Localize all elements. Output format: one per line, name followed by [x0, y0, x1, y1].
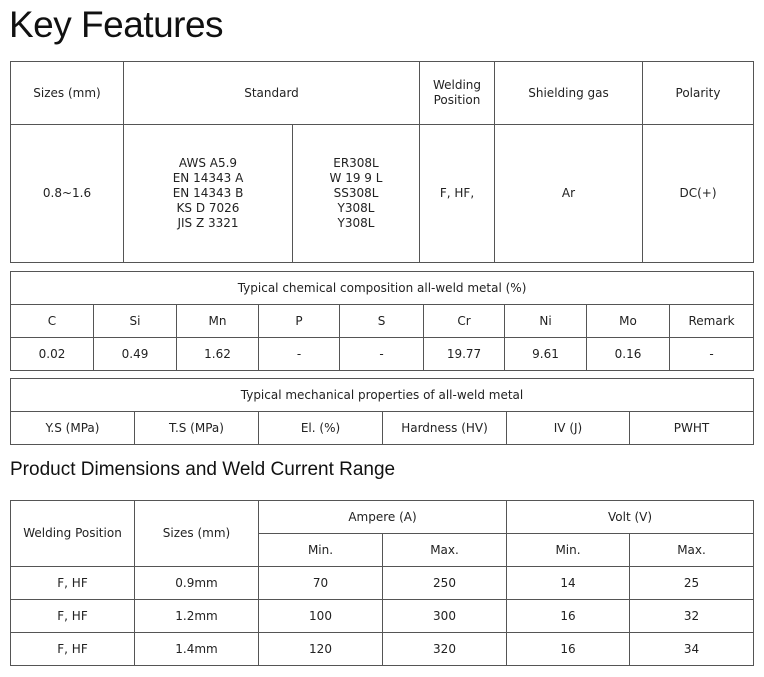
row-amp-min: 100 — [259, 600, 383, 633]
chem-value-remark: - — [670, 338, 754, 371]
header-shielding-gas: Shielding gas — [495, 62, 643, 125]
dim-header-ampere: Ampere (A) — [259, 501, 507, 534]
chem-value-p: - — [259, 338, 340, 371]
row-position: F, HF — [11, 600, 135, 633]
header-welding-position: Welding Position — [420, 62, 495, 125]
table-row — [11, 633, 754, 666]
row-size: 1.2mm — [135, 600, 259, 633]
value-polarity: DC(+) — [643, 125, 754, 263]
chem-value-si: 0.49 — [94, 338, 177, 371]
chem-value-s: - — [340, 338, 424, 371]
row-amp-max: 250 — [383, 567, 507, 600]
dim-header-volt-min: Min. — [507, 534, 630, 567]
row-volt-max: 34 — [630, 633, 754, 666]
chem-value-mo: 0.16 — [587, 338, 670, 371]
chem-header-c: C — [11, 305, 94, 338]
chem-header-mo: Mo — [587, 305, 670, 338]
row-amp-max: 300 — [383, 600, 507, 633]
chem-value-c: 0.02 — [11, 338, 94, 371]
row-amp-max: 320 — [383, 633, 507, 666]
chem-table — [10, 271, 754, 371]
dim-header-sizes: Sizes (mm) — [135, 501, 259, 567]
mech-header-el: El. (%) — [259, 412, 383, 445]
chem-header-si: Si — [94, 305, 177, 338]
chem-header-cr: Cr — [424, 305, 505, 338]
chem-header-ni: Ni — [505, 305, 587, 338]
chem-header-remark: Remark — [670, 305, 754, 338]
dim-header-volt: Volt (V) — [507, 501, 754, 534]
dim-header-welding-position: Welding Position — [11, 501, 135, 567]
standards-list: AWS A5.9 EN 14343 A EN 14343 B KS D 7026 JIS Z 3321 — [124, 125, 293, 263]
table-row — [11, 567, 754, 600]
mech-header-ys: Y.S (MPa) — [11, 412, 135, 445]
dim-header-volt-max: Max. — [630, 534, 754, 567]
value-shielding-gas: Ar — [495, 125, 643, 263]
row-volt-max: 32 — [630, 600, 754, 633]
mech-table-title: Typical mechanical properties of all-weld metal — [11, 379, 754, 412]
row-position: F, HF — [11, 567, 135, 600]
mech-header-ts: T.S (MPa) — [135, 412, 259, 445]
mech-header-pwht: PWHT — [630, 412, 754, 445]
row-volt-max: 25 — [630, 567, 754, 600]
classifications-list: ER308L W 19 9 L SS308L Y308L Y308L — [293, 125, 420, 263]
spec-table — [10, 61, 754, 263]
row-volt-min: 16 — [507, 633, 630, 666]
section-title: Product Dimensions and Weld Current Range — [10, 459, 396, 480]
row-amp-min: 70 — [259, 567, 383, 600]
table-row — [11, 600, 754, 633]
header-polarity: Polarity — [643, 62, 754, 125]
value-welding-position: F, HF, — [420, 125, 495, 263]
chem-value-cr: 19.77 — [424, 338, 505, 371]
dim-header-amp-min: Min. — [259, 534, 383, 567]
row-volt-min: 14 — [507, 567, 630, 600]
dim-header-amp-max: Max. — [383, 534, 507, 567]
chem-value-mn: 1.62 — [177, 338, 259, 371]
mech-table — [10, 378, 754, 445]
chem-header-p: P — [259, 305, 340, 338]
header-sizes: Sizes (mm) — [11, 62, 124, 125]
row-size: 1.4mm — [135, 633, 259, 666]
value-sizes: 0.8~1.6 — [11, 125, 124, 263]
dimensions-table — [10, 500, 754, 666]
page-title: Key Features — [9, 4, 224, 45]
row-size: 0.9mm — [135, 567, 259, 600]
row-volt-min: 16 — [507, 600, 630, 633]
row-amp-min: 120 — [259, 633, 383, 666]
chem-table-title: Typical chemical composition all-weld metal (%) — [11, 272, 754, 305]
mech-header-iv: IV (J) — [507, 412, 630, 445]
chem-header-s: S — [340, 305, 424, 338]
mech-header-hardness: Hardness (HV) — [383, 412, 507, 445]
row-position: F, HF — [11, 633, 135, 666]
chem-value-ni: 9.61 — [505, 338, 587, 371]
chem-header-mn: Mn — [177, 305, 259, 338]
header-standard: Standard — [124, 62, 420, 125]
